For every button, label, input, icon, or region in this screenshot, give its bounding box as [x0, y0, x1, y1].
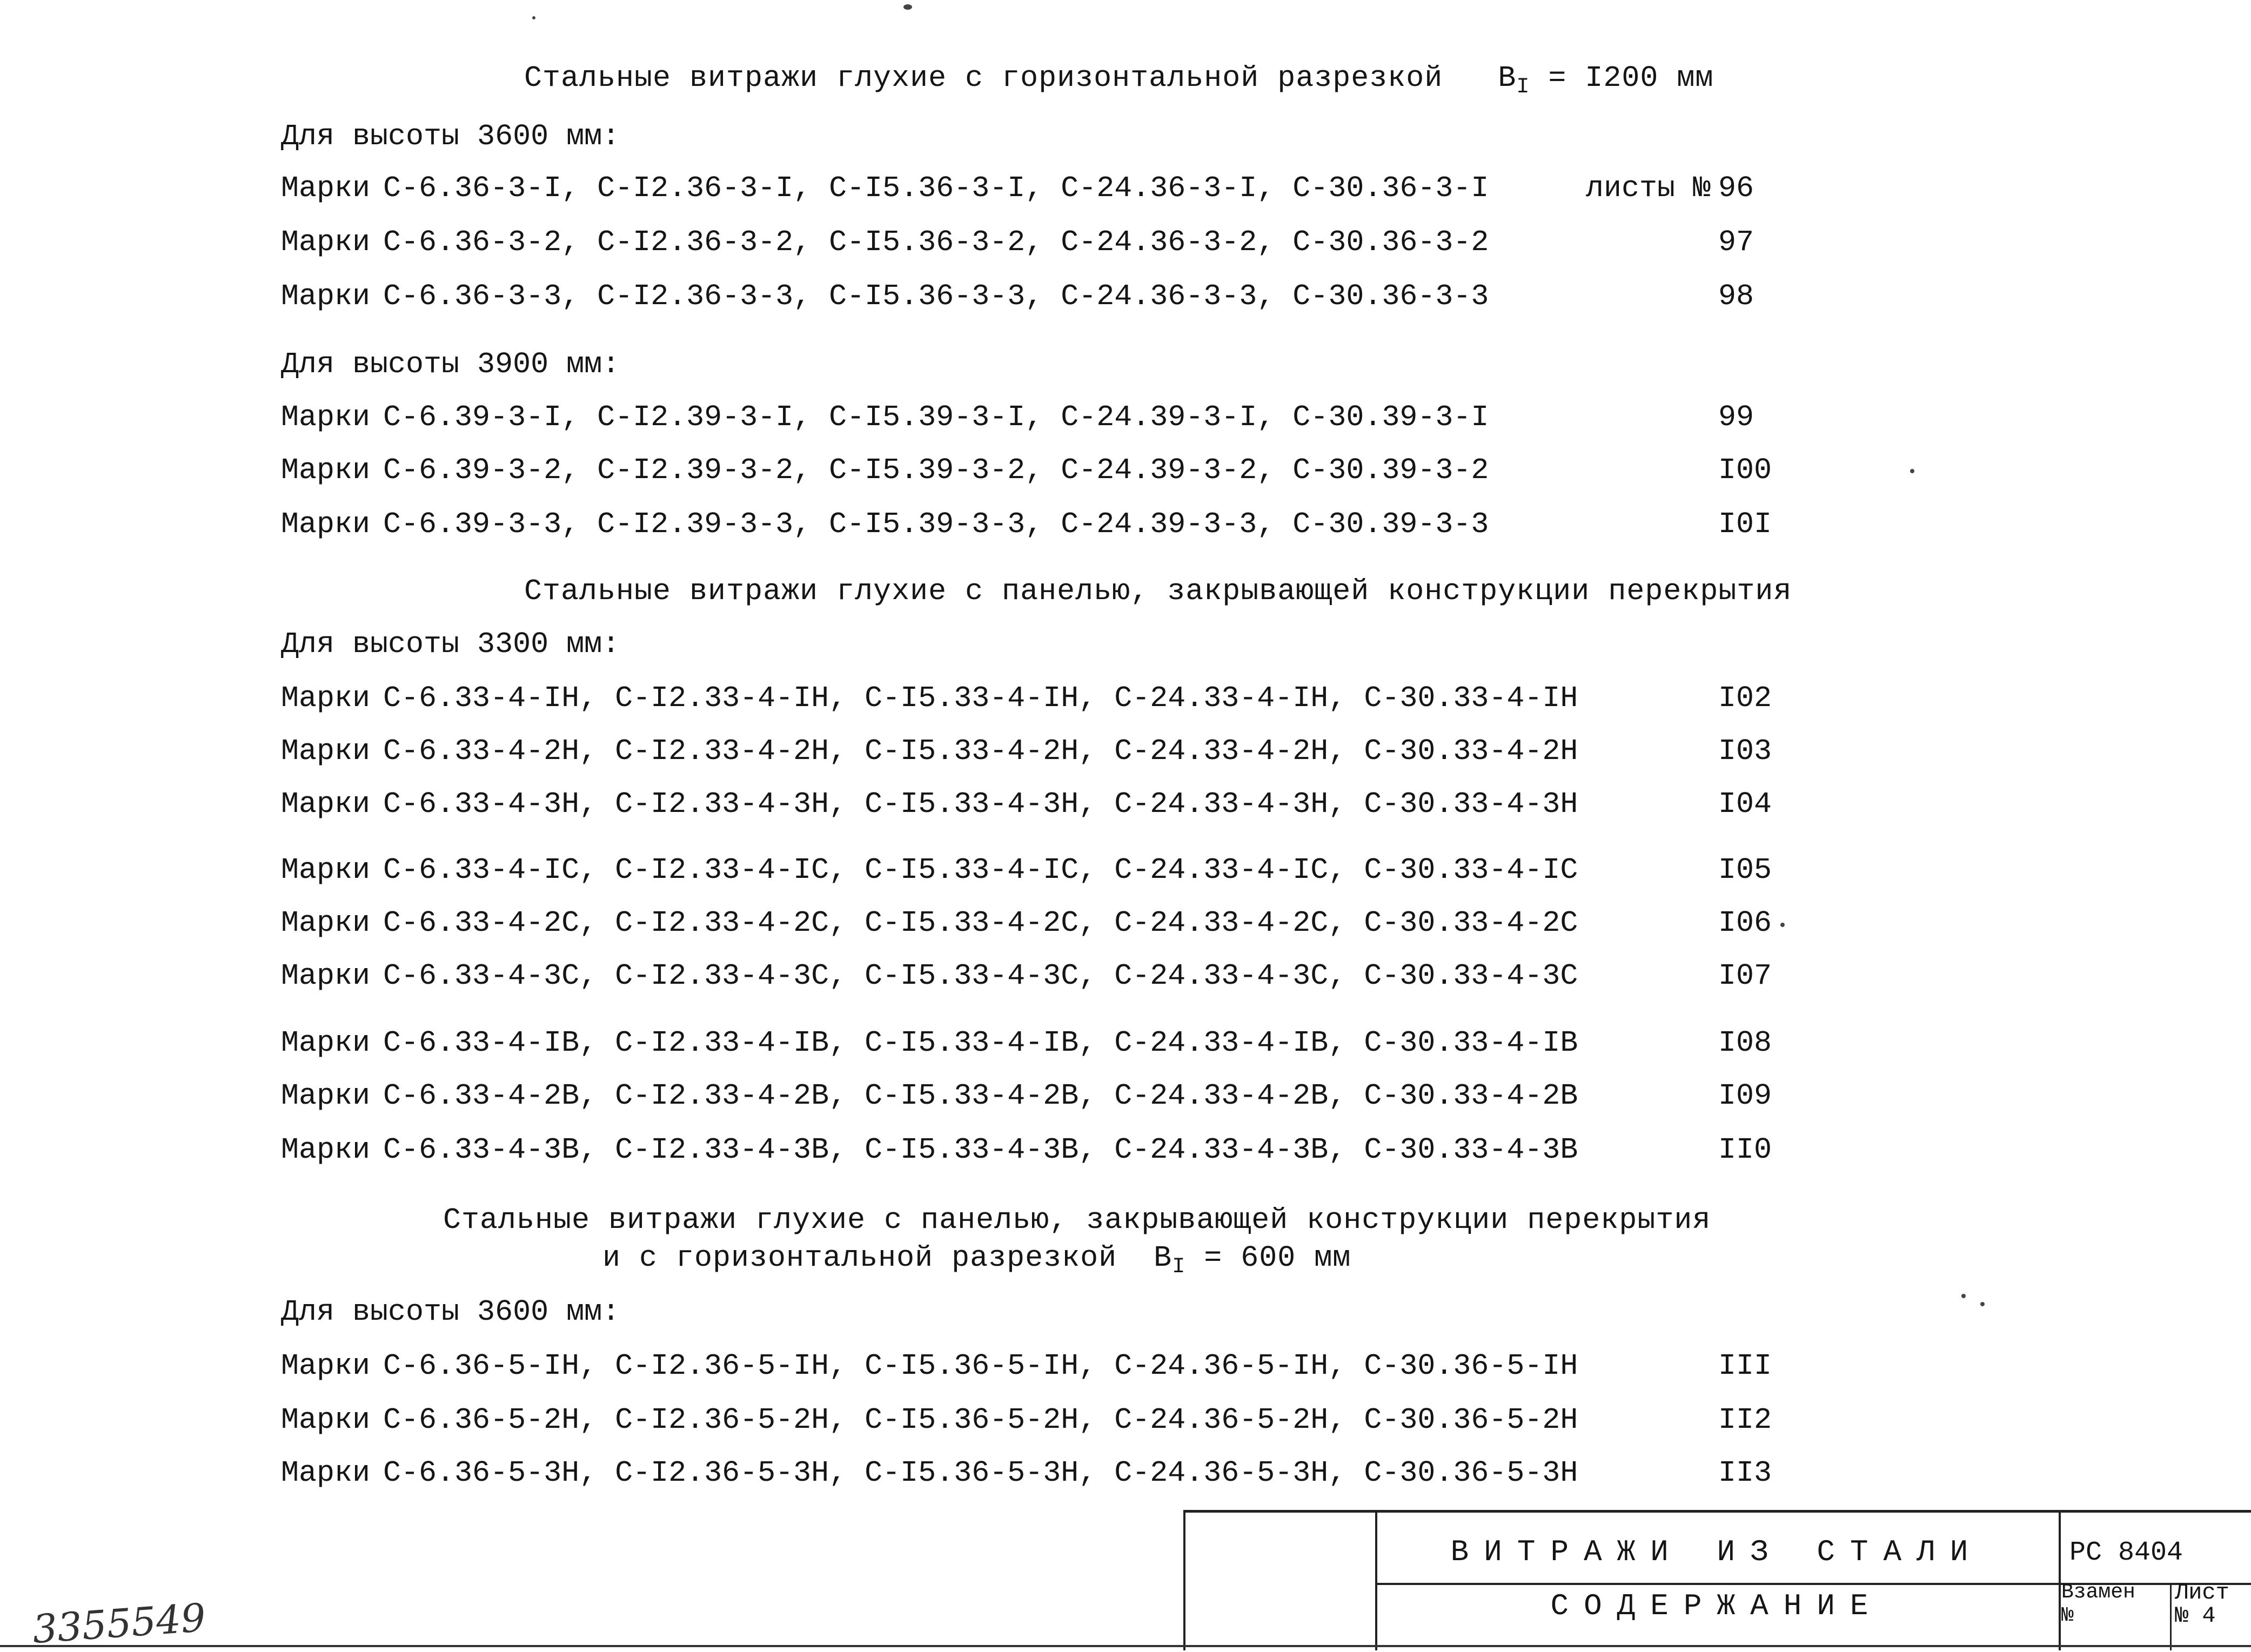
row-marks: С-6.33-4-IН, С-I2.33-4-IН, С-I5.33-4-IН, С-24.33-4-IН, С-30.33-4-IН: [383, 681, 1578, 715]
stamp-title: ВИТРАЖИ ИЗ СТАЛИ: [1450, 1535, 1984, 1569]
scan-speck: [532, 16, 535, 19]
table-row: [281, 1402, 1578, 1438]
row-prefix: Марки: [281, 453, 371, 487]
scan-speck: [1910, 469, 1914, 473]
row-marks: С-6.39-3-I, С-I2.39-3-I, С-I5.39-3-I, С-24.39-3-I, С-30.39-3-I: [383, 400, 1489, 434]
title-block-divider: [1183, 1513, 1185, 1650]
title-block-divider: [1375, 1513, 1377, 1650]
section1-dimension-symbol: B: [1498, 61, 1517, 95]
row-marks: С-6.33-4-3Н, С-I2.33-4-3Н, С-I5.33-4-3Н, С-24.33-4-3Н, С-30.33-4-3Н: [383, 787, 1578, 821]
section3-dimension-symbol: B: [1154, 1241, 1173, 1275]
row-marks: С-6.33-4-3С, С-I2.33-4-3С, С-I5.33-4-3С, С-24.33-4-3С, С-30.33-4-3С: [383, 959, 1578, 993]
table-row: [281, 852, 1578, 888]
row-sheet-number: I05: [1718, 853, 1772, 887]
row-sheet-number: I00: [1718, 453, 1772, 487]
row-sheet-number: III: [1718, 1349, 1772, 1383]
row-prefix: Марки: [281, 1456, 371, 1490]
row-marks: С-6.36-3-2, С-I2.36-3-2, С-I5.36-3-2, С-24.36-3-2, С-30.36-3-2: [383, 225, 1489, 259]
row-prefix: Марки: [281, 1133, 371, 1167]
row-marks: С-6.36-3-3, С-I2.36-3-3, С-I5.36-3-3, С-24.36-3-3, С-30.36-3-3: [383, 279, 1489, 313]
table-row: [281, 1025, 1578, 1061]
row-sheet-number: I03: [1718, 734, 1772, 768]
row-sheet-number: II3: [1718, 1456, 1772, 1490]
row-sheet-number: I07: [1718, 959, 1772, 993]
row-sheet-number: II0: [1718, 1133, 1772, 1167]
row-marks: С-6.39-3-3, С-I2.39-3-3, С-I5.39-3-3, С-24.39-3-3, С-30.39-3-3: [383, 507, 1489, 541]
section3-height-label: Для высоты 3600 мм:: [281, 1295, 620, 1329]
row-marks: С-6.33-4-IВ, С-I2.33-4-IВ, С-I5.33-4-IВ, С-24.33-4-IВ, С-30.33-4-IВ: [383, 1026, 1578, 1060]
scan-speck: [1980, 1302, 1985, 1306]
table-row: [281, 681, 1578, 716]
section3-title-line2-text: и с горизонтальной разрезкой: [602, 1241, 1117, 1275]
bottom-border: [0, 1645, 2251, 1647]
row-prefix: Марки: [281, 906, 371, 940]
table-row: [281, 171, 1489, 206]
row-sheet-number: I06: [1718, 906, 1772, 940]
row-sheet-number: I0I: [1718, 507, 1772, 541]
table-row: [281, 400, 1489, 435]
scan-speck: [1780, 923, 1785, 927]
stamp-replace-label: Взамен: [2061, 1581, 2135, 1604]
section1-height-label-3900: Для высоты 3900 мм:: [281, 347, 620, 381]
scan-speck: [903, 4, 912, 10]
section1-dimension-value: = I200 мм: [1548, 61, 1714, 95]
row-marks: С-6.33-4-2В, С-I2.33-4-2В, С-I5.33-4-2В, С-24.33-4-2В, С-30.33-4-2В: [383, 1079, 1578, 1113]
row-prefix: Марки: [281, 959, 371, 993]
row-prefix: Марки: [281, 171, 371, 205]
row-sheet-number: I08: [1718, 1026, 1772, 1060]
table-row: [281, 1455, 1578, 1491]
section1-dimension-subscript: I: [1516, 75, 1530, 99]
row-marks: С-6.36-5-IН, С-I2.36-5-IН, С-I5.36-5-IН, С-24.36-5-IН, С-30.36-5-IН: [383, 1349, 1578, 1383]
row-sheet-number: I09: [1718, 1079, 1772, 1113]
section3-title-line1: Стальные витражи глухие с панелью, закрывающей конструкции перекрытия: [443, 1203, 1711, 1237]
row-sheet-number: I04: [1718, 787, 1772, 821]
row-sheet-number: II2: [1718, 1403, 1772, 1437]
row-marks: С-6.36-3-I, С-I2.36-3-I, С-I5.36-3-I, С-24.36-3-I, С-30.36-3-I: [383, 171, 1489, 205]
section2-height-label: Для высоты 3300 мм:: [281, 627, 620, 661]
row-sheet-number: 99: [1718, 400, 1754, 434]
stamp-sheet-label: Лист: [2175, 1580, 2229, 1606]
section3-dimension-subscript: I: [1172, 1255, 1186, 1279]
stamp-subtitle: СОДЕРЖАНИЕ: [1550, 1589, 1884, 1623]
row-prefix: Марки: [281, 1403, 371, 1437]
table-row: [281, 1132, 1578, 1168]
stamp-document-code: РС 8404: [2069, 1537, 2183, 1568]
handwritten-note: 3355549: [31, 1594, 207, 1652]
title-block-divider: [2059, 1513, 2061, 1650]
table-row: [281, 225, 1489, 260]
table-row: [281, 507, 1489, 542]
scan-speck: [1961, 1294, 1966, 1298]
row-marks: С-6.36-5-2Н, С-I2.36-5-2Н, С-I5.36-5-2Н, С-24.36-5-2Н, С-30.36-5-2Н: [383, 1403, 1578, 1437]
row-marks: С-6.33-4-IС, С-I2.33-4-IС, С-I5.33-4-IС, С-24.33-4-IС, С-30.33-4-IС: [383, 853, 1578, 887]
row-prefix: Марки: [281, 734, 371, 768]
section1-height-label-3600: Для высоты 3600 мм:: [281, 119, 620, 153]
row-sheet-number: 97: [1718, 225, 1754, 259]
row-marks: С-6.33-4-3В, С-I2.33-4-3В, С-I5.33-4-3В, С-24.33-4-3В, С-30.33-4-3В: [383, 1133, 1578, 1167]
row-prefix: Марки: [281, 787, 371, 821]
table-row: [281, 787, 1578, 822]
row-prefix: Марки: [281, 1079, 371, 1113]
title-block-divider: [2170, 1583, 2172, 1650]
stamp-replace-number: №: [2061, 1604, 2074, 1627]
row-prefix: Марки: [281, 507, 371, 541]
table-row: [281, 453, 1489, 488]
section3-dimension-value: = 600 мм: [1204, 1241, 1351, 1275]
table-row: [281, 279, 1489, 314]
row-prefix: Марки: [281, 853, 371, 887]
row-sheet-number: 96: [1718, 171, 1754, 205]
row-prefix: Марки: [281, 225, 371, 259]
table-row: [281, 958, 1578, 994]
row-prefix: Марки: [281, 681, 371, 715]
row-prefix: Марки: [281, 1026, 371, 1060]
section1-title: [524, 61, 1713, 105]
table-row: [281, 905, 1578, 941]
section1-title-text: Стальные витражи глухие с горизонтальной разрезкой: [524, 61, 1443, 95]
row-prefix: Марки: [281, 400, 371, 434]
section2-title: Стальные витражи глухие с панелью, закрывающей конструкции перекрытия: [524, 574, 1792, 608]
row-sheet-number: I02: [1718, 681, 1772, 715]
row-sheet-number: 98: [1718, 279, 1754, 313]
table-row: [281, 734, 1578, 769]
sheets-label: листы №: [1586, 171, 1711, 205]
row-prefix: Марки: [281, 1349, 371, 1383]
row-prefix: Марки: [281, 279, 371, 313]
table-row: [281, 1348, 1578, 1384]
row-marks: С-6.39-3-2, С-I2.39-3-2, С-I5.39-3-2, С-24.39-3-2, С-30.39-3-2: [383, 453, 1489, 487]
stamp-sheet-number: № 4: [2175, 1603, 2216, 1629]
section3-title-line2: [602, 1240, 1351, 1285]
table-row: [281, 1078, 1578, 1114]
row-marks: С-6.33-4-2Н, С-I2.33-4-2Н, С-I5.33-4-2Н, С-24.33-4-2Н, С-30.33-4-2Н: [383, 734, 1578, 768]
row-marks: С-6.36-5-3Н, С-I2.36-5-3Н, С-I5.36-5-3Н, С-24.36-5-3Н, С-30.36-5-3Н: [383, 1456, 1578, 1490]
row-marks: С-6.33-4-2С, С-I2.33-4-2С, С-I5.33-4-2С, С-24.33-4-2С, С-30.33-4-2С: [383, 906, 1578, 940]
